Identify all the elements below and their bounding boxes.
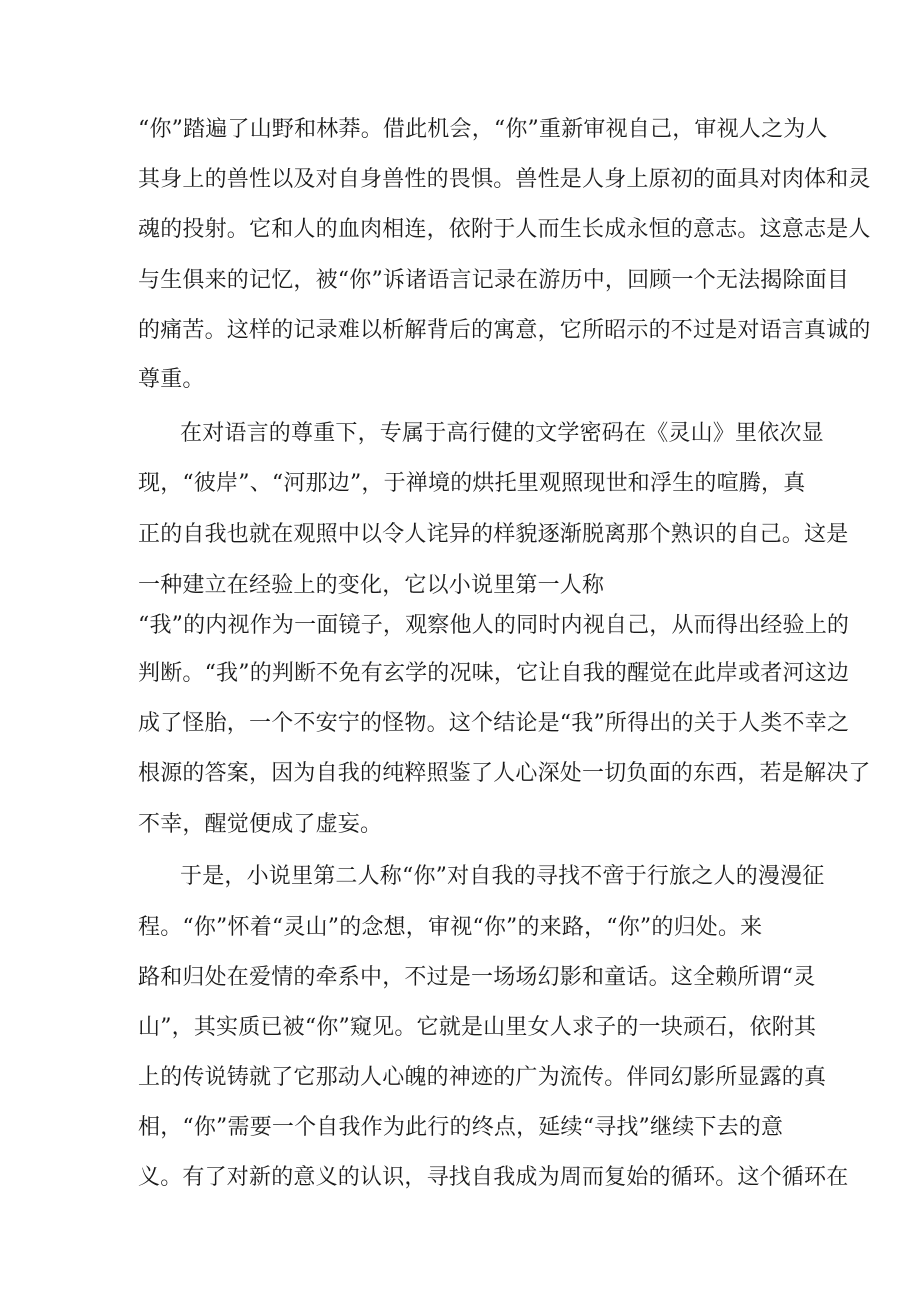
text-line: 路和归处在爱情的牵系中，不过是一场场幻影和童话。这全赖所谓“灵 xyxy=(138,965,816,990)
text-line: 一种建立在经验上的变化，它以小说里第一人称 xyxy=(138,573,605,598)
text-line: 魂的投射。它和人的血肉相连，依附于人而生长成永恒的意志。这意志是人 xyxy=(138,217,871,242)
text-line: “你”踏遍了山野和林莽。借此机会，“你”重新审视自己，审视人之为人 xyxy=(138,117,828,142)
text-line: 尊重。 xyxy=(138,367,205,392)
text-line: 上的传说铸就了它那动人心魄的神迹的广为流传。伴同幻影所显露的真 xyxy=(138,1065,827,1090)
text-line: 义。有了对新的意义的认识，寻找自我成为周而复始的循环。这个循环在 xyxy=(138,1165,849,1190)
text-line: 成了怪胎，一个不安宁的怪物。这个结论是“我”所得出的关于人类不幸之 xyxy=(138,711,850,736)
text-line: 在对语言的尊重下，专属于高行健的文学密码在《灵山》里依次显 xyxy=(180,421,824,446)
text-line: 相，“你”需要一个自我作为此行的终点，延续“寻找”继续下去的意 xyxy=(138,1115,784,1140)
text-line: 的痛苦。这样的记录难以析解背后的寓意，它所昭示的不过是对语言真诚的 xyxy=(138,318,871,343)
text-line: 不幸，醒觉便成了虚妄。 xyxy=(138,812,383,837)
text-line: 程。“你”怀着“灵山”的念想，审视“你”的来路，“你”的归处。来 xyxy=(138,915,763,940)
text-line: 于是，小说里第二人称“你”对自我的寻找不啻于行旅之人的漫漫征 xyxy=(180,864,825,889)
text-line: 正的自我也就在观照中以令人诧异的样貌逐渐脱离那个熟识的自己。这是 xyxy=(138,522,849,547)
text-line: 与生俱来的记忆，被“你”诉诸语言记录在游历中，回顾一个无法揭除面目 xyxy=(138,268,850,293)
text-line: 判断。“我”的判断不免有玄学的况味，它让自我的醒觉在此岸或者河这边 xyxy=(138,661,850,686)
text-line: 根源的答案，因为自我的纯粹照鉴了人心深处一切负面的东西，若是解决了 xyxy=(138,761,871,786)
text-line: 现，“彼岸”、“河那边”，于禅境的烘托里观照现世和浮生的喧腾，真 xyxy=(138,471,806,496)
text-line: 其身上的兽性以及对自身兽性的畏惧。兽性是人身上原初的面具对肉体和灵 xyxy=(138,167,871,192)
text-line: 山”，其实质已被“你”窥见。它就是山里女人求子的一块顽石，依附其 xyxy=(138,1015,817,1040)
text-line: “我”的内视作为一面镜子，观察他人的同时内视自己，从而得出经验上的 xyxy=(138,613,850,638)
